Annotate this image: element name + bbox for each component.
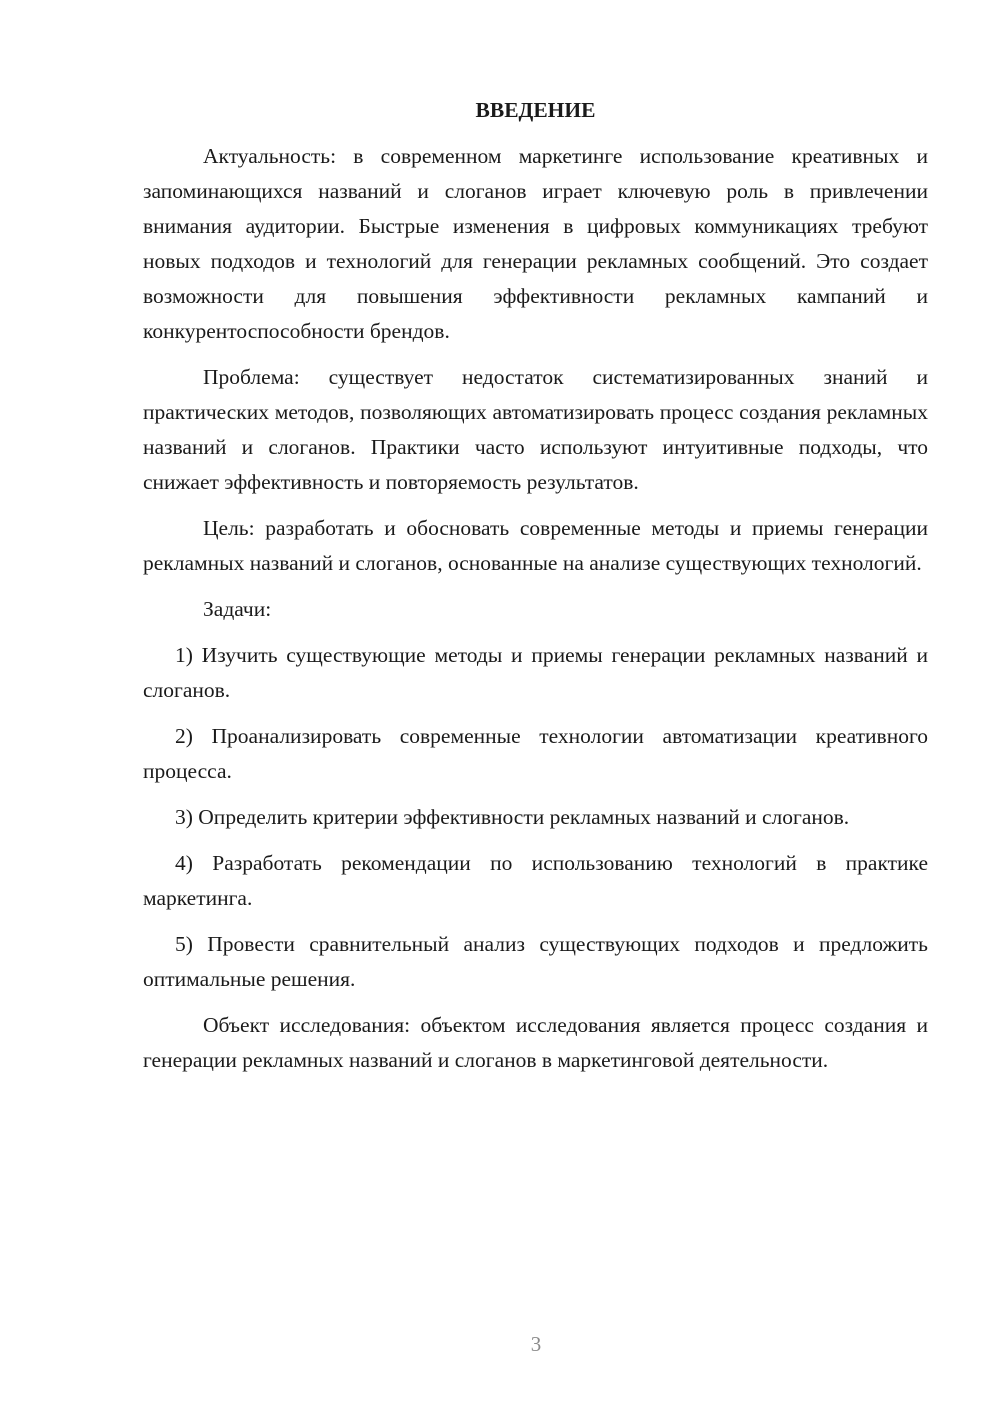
task-item-4: 4) Разработать рекомендации по использованию технологий в практике маркетинга. bbox=[143, 851, 928, 910]
task-item-2: 2) Проанализировать современные технологии автоматизации креативного процесса. bbox=[143, 724, 928, 783]
document-body bbox=[143, 93, 928, 1089]
problem-paragraph: Проблема: существует недостаток систематизированных знаний и практических методов, позволяющих автоматизировать процесс создания рекламных названий и слоганов. Практики часто используют интуитивные подходы, что снижает эффективность и повторяемость результатов. bbox=[143, 365, 928, 494]
tasks-heading: Задачи: bbox=[203, 597, 272, 621]
page-number: 3 bbox=[530, 1332, 542, 1356]
relevance-paragraph: Актуальность: в современном маркетинге использование креативных и запоминающихся названий и слоганов играет ключевую роль в привлечении внимания аудитории. Быстрые изменения в цифровых коммуникациях требуют новых подходов и технологий для генерации рекламных сообщений. Это создает возможности для повышения эффективности рекламных кампаний и конкурентоспособности брендов. bbox=[143, 144, 928, 343]
task-item-3: 3) Определить критерии эффективности рекламных названий и слоганов. bbox=[175, 805, 850, 829]
section-title: ВВЕДЕНИЕ bbox=[475, 98, 596, 122]
task-item-5: 5) Провести сравнительный анализ существующих подходов и предложить оптимальные решения. bbox=[143, 932, 928, 991]
goal-paragraph: Цель: разработать и обосновать современные методы и приемы генерации рекламных названий и слоганов, основанные на анализе существующих технологий. bbox=[143, 516, 928, 575]
object-paragraph: Объект исследования: объектом исследования является процесс создания и генерации рекламных названий и слоганов в маркетинговой деятельности. bbox=[143, 1013, 928, 1072]
task-item-1: 1) Изучить существующие методы и приемы генерации рекламных названий и слоганов. bbox=[143, 643, 928, 702]
